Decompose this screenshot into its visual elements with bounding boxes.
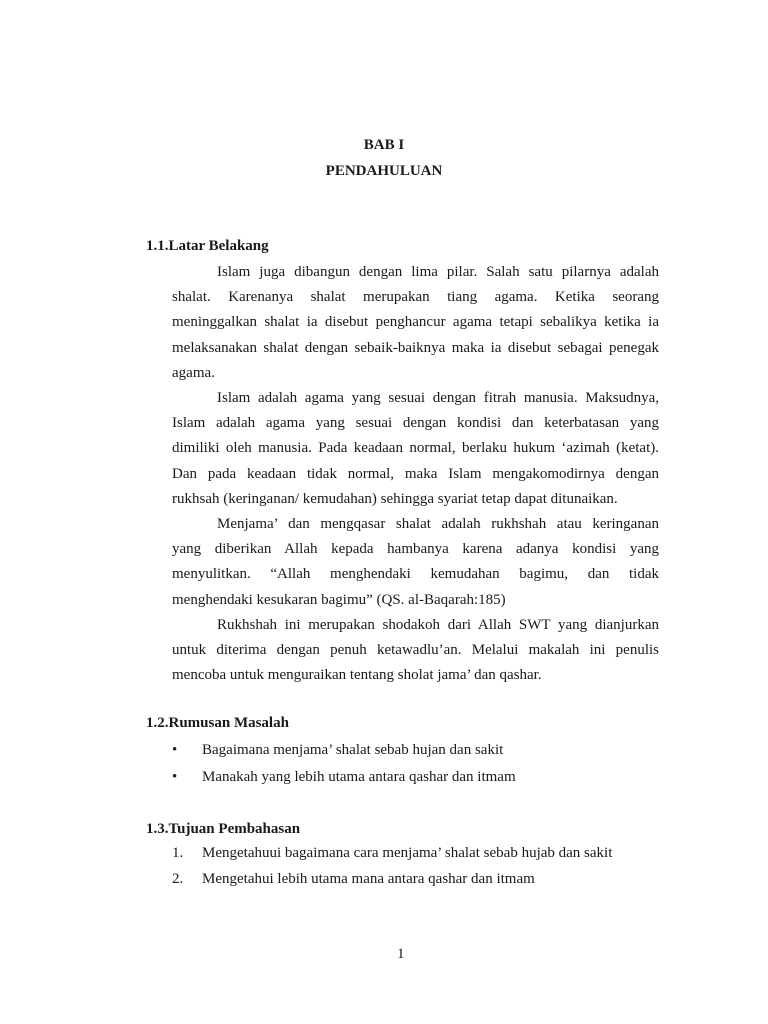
chapter-title: PENDAHULUAN xyxy=(325,163,443,179)
paragraph-line: Islam adalah agama yang sesuai dengan fitrah manusia. Maksudnya, xyxy=(217,390,659,406)
bullet-icon: • xyxy=(172,769,178,785)
list-item: Bagaimana menjama’ shalat sebab hujan dan sakit xyxy=(202,742,504,758)
paragraph-line: rukhsah (keringanan/ kemudahan) sehingga syariat tetap dapat ditunaikan. xyxy=(172,490,618,507)
paragraph-line: menghendaki kesukaran bagimu” (QS. al-Baqarah:185) xyxy=(172,591,506,608)
chapter-label: BAB I xyxy=(363,137,405,153)
paragraph-line: untuk diterima dengan penuh ketawadlu’an. Melalui makalah ini penulis xyxy=(172,642,659,658)
paragraph-line: agama. xyxy=(172,364,215,381)
list-number: 2. xyxy=(172,871,184,887)
section-heading-latar-belakang: 1.1.Latar Belakang xyxy=(146,238,269,254)
paragraph-line: Islam juga dibangun dengan lima pilar. Salah satu pilarnya adalah xyxy=(217,264,659,280)
paragraph-line: Menjama’ dan mengqasar shalat adalah rukhshah atau keringanan xyxy=(217,516,659,532)
paragraph-line: mencoba untuk menguraikan tentang sholat jama’ dan qashar. xyxy=(172,667,542,684)
paragraph-line: menyulitkan. “Allah menghendaki kemudahan bagimu, dan tidak xyxy=(172,566,659,583)
list-item: Manakah yang lebih utama antara qashar dan itmam xyxy=(202,769,516,785)
paragraph-line: melaksanakan shalat dengan sebaik-baiknya maka ia disebut sebagai penegak xyxy=(172,339,659,356)
bullet-icon: • xyxy=(172,742,178,758)
section-heading-rumusan-masalah: 1.2.Rumusan Masalah xyxy=(146,715,289,731)
paragraph-line: meninggalkan shalat ia disebut penghancur agama tetapi sebalikya ketika ia xyxy=(172,314,659,331)
list-item: Mengetahuui bagaimana cara menjama’ shalat sebab hujab dan sakit xyxy=(202,845,613,861)
paragraph-line: Islam adalah agama yang sesuai dengan kondisi dan keterbatasan yang xyxy=(172,415,659,432)
paragraph-line: yang diberikan Allah kepada hambanya karena adanya kondisi yang xyxy=(172,541,659,558)
section-heading-tujuan-pembahasan: 1.3.Tujuan Pembahasan xyxy=(146,821,301,837)
list-number: 1. xyxy=(172,845,184,861)
paragraph-line: Dan pada keadaan tidak normal, maka Islam mengakomodirnya dengan xyxy=(172,465,659,482)
paragraph-line: shalat. Karenanya shalat merupakan tiang agama. Ketika seorang xyxy=(172,289,659,306)
paragraph-line: Rukhshah ini merupakan shodakoh dari Allah SWT yang dianjurkan xyxy=(217,616,659,633)
page-number: 1 xyxy=(397,946,405,962)
paragraph-line: dimiliki oleh manusia. Pada keadaan normal, berlaku hukum ‘azimah (ketat). xyxy=(172,440,659,457)
list-item: Mengetahui lebih utama mana antara qashar dan itmam xyxy=(202,871,535,887)
